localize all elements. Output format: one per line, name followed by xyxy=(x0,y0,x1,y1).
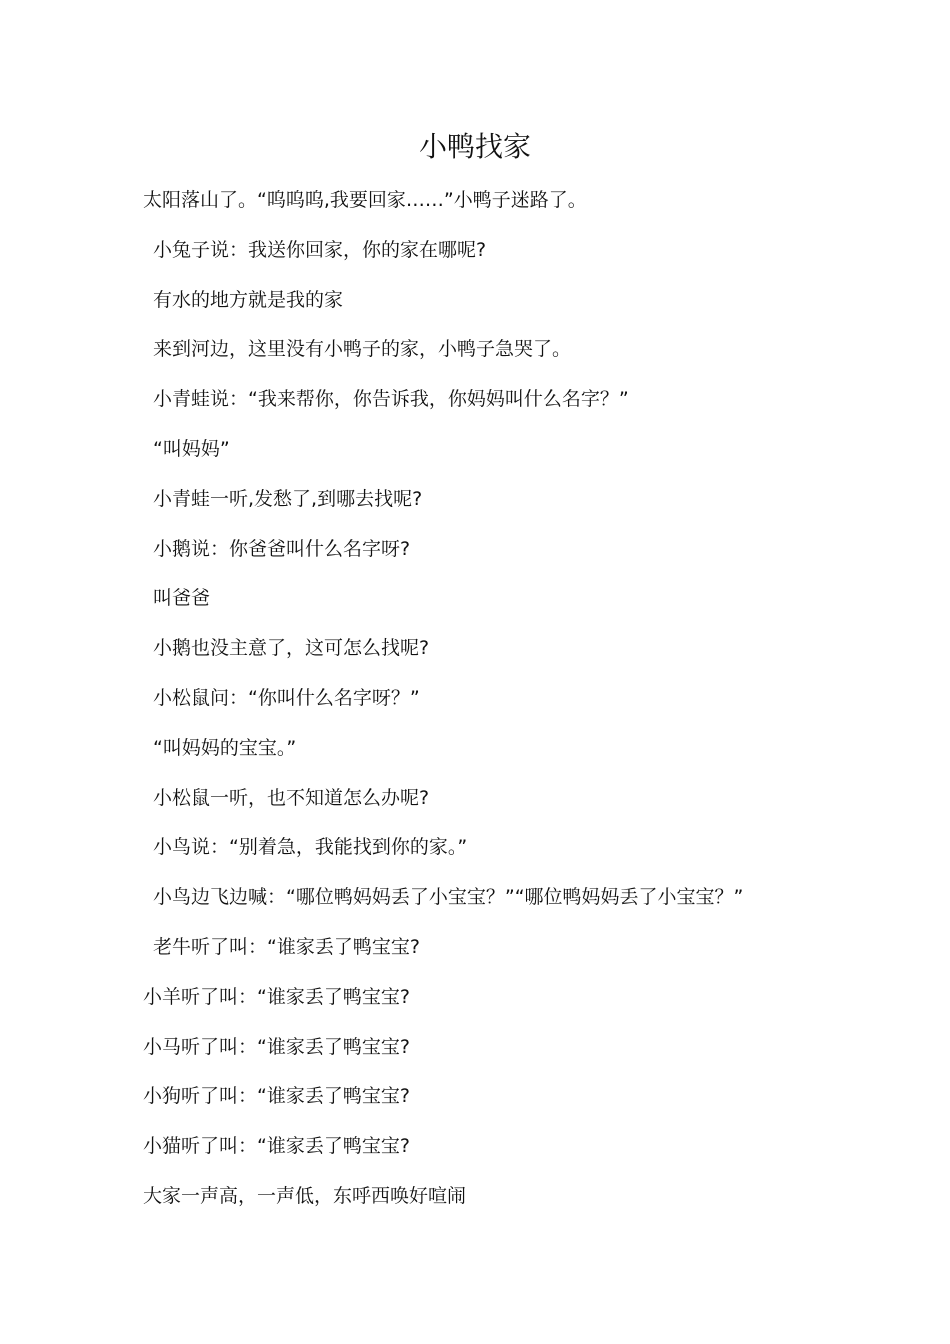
story-line-10: 小鹅也没主意了，这可怎么找呢? xyxy=(153,637,430,660)
story-line-7: 小青蛙一听,发愁了,到哪去找呢? xyxy=(153,487,423,510)
story-line-5: 小青蛙说：“我来帮你，你告诉我，你妈妈叫什么名字？” xyxy=(153,388,629,411)
document-title: 小鸭找家 xyxy=(418,130,531,163)
story-line-15: 小鸟边飞边喊：“哪位鸭妈妈丢了小宝宝？”“哪位鸭妈妈丢了小宝宝？” xyxy=(153,886,744,909)
story-line-17: 小羊听了叫：“谁家丢了鸭宝宝? xyxy=(143,985,410,1008)
story-line-3: 有水的地方就是我的家 xyxy=(153,288,344,311)
story-line-21: 大家一声高，一声低，东呼西唤好喧闹 xyxy=(143,1184,467,1207)
story-line-13: 小松鼠一听，也不知道怎么办呢? xyxy=(153,786,430,809)
story-line-4: 来到河边，这里没有小鸭子的家，小鸭子急哭了。 xyxy=(153,338,572,361)
story-line-11: 小松鼠问：“你叫什么名字呀？” xyxy=(153,686,420,709)
story-line-20: 小猫听了叫：“谁家丢了鸭宝宝? xyxy=(143,1135,410,1158)
story-line-18: 小马听了叫：“谁家丢了鸭宝宝? xyxy=(143,1035,410,1058)
story-body xyxy=(0,176,950,1222)
story-line-8: 小鹅说：你爸爸叫什么名字呀? xyxy=(153,537,411,560)
story-line-1: 太阳落山了。“呜呜呜,我要回家……”小鸭子迷路了。 xyxy=(143,189,587,211)
story-line-16: 老牛听了叫：“谁家丢了鸭宝宝? xyxy=(153,935,420,958)
story-line-6: “叫妈妈” xyxy=(153,437,230,460)
story-line-9: 叫爸爸 xyxy=(153,587,211,610)
story-line-19: 小狗听了叫：“谁家丢了鸭宝宝? xyxy=(143,1085,410,1108)
story-line-14: 小鸟说：“别着急，我能找到你的家。” xyxy=(153,836,468,859)
story-line-2: 小兔子说：我送你回家，你的家在哪呢? xyxy=(153,238,487,261)
story-line-12: “叫妈妈的宝宝。” xyxy=(153,736,297,759)
